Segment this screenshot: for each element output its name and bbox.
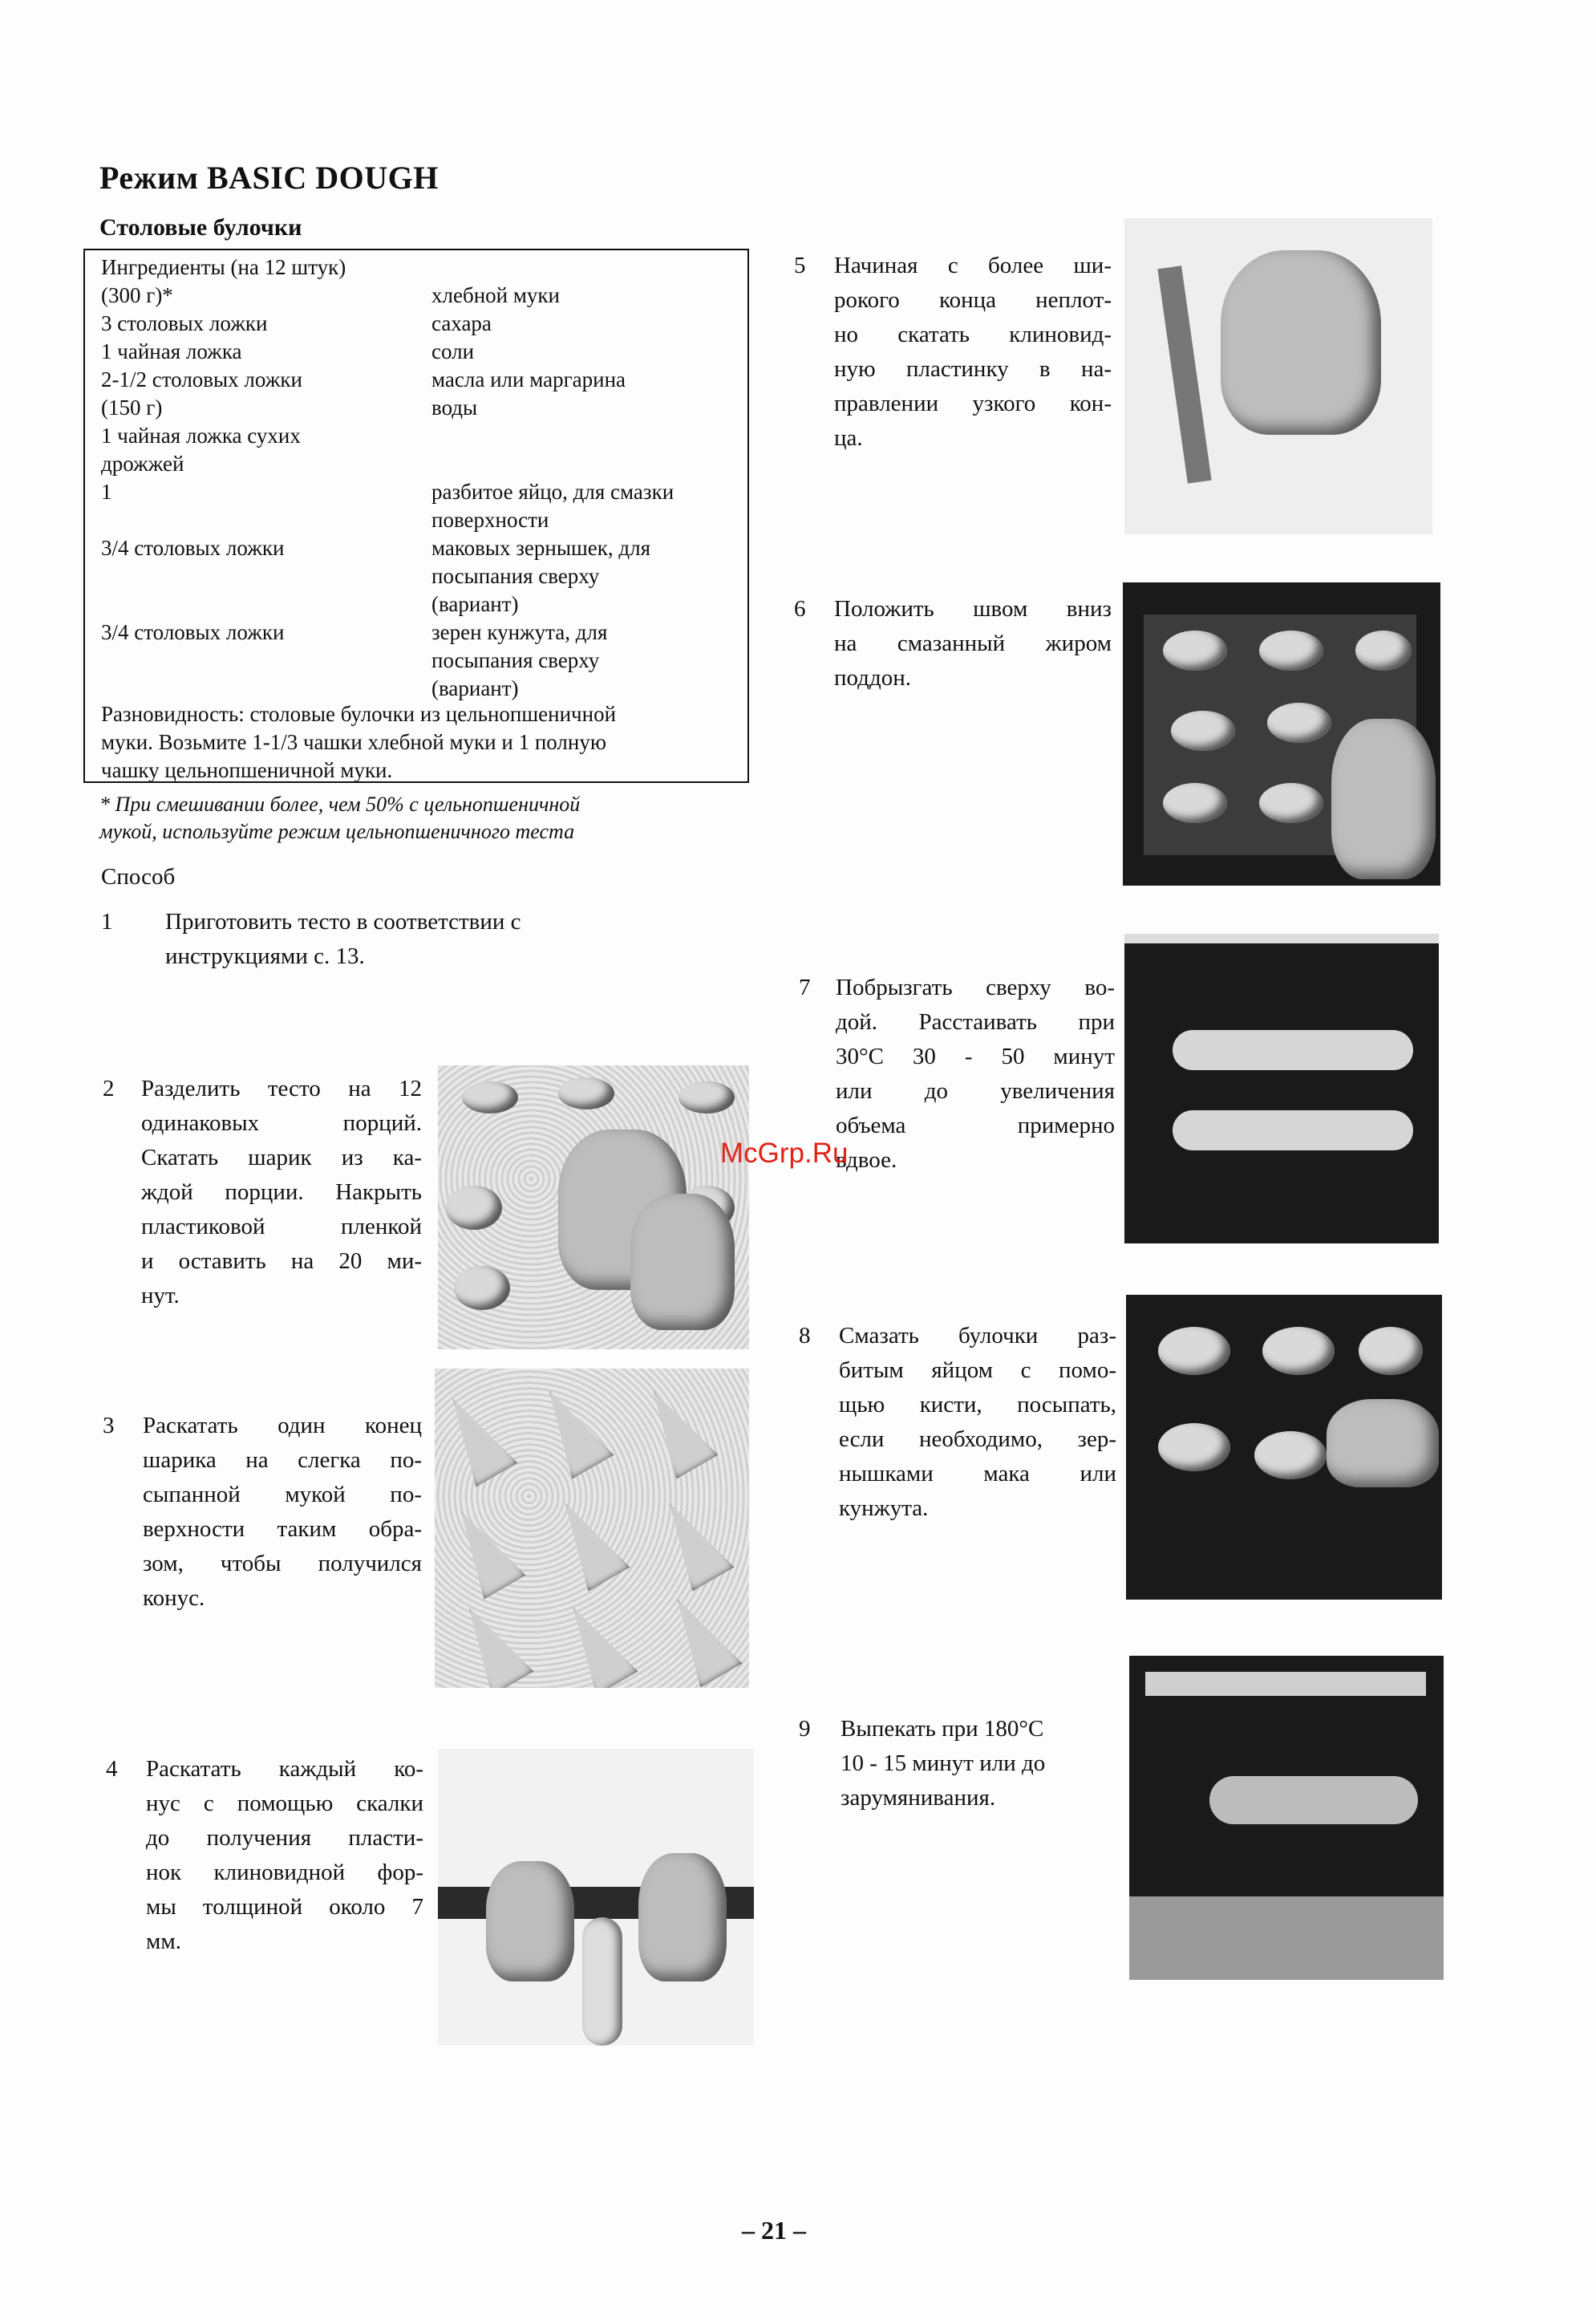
step-2-line: нут. (141, 1283, 180, 1308)
photo-rolling-pin (438, 1749, 754, 2046)
step-1-line: инструкциями с. 13. (165, 943, 365, 969)
ingredients-box (83, 249, 749, 783)
ingredient-quantity: 3/4 столовых ложки (101, 536, 285, 560)
photo-oven-rising (1124, 934, 1439, 1243)
ingredient-name: зерен кунжута, для (431, 620, 608, 644)
step-3-line: сыпанной мукой по- (143, 1482, 422, 1507)
watermark: McGrp.Ru (720, 1138, 849, 1169)
step-4-text (146, 1752, 423, 1959)
method-label: Способ (101, 864, 176, 890)
step-2-line: и оставить на 20 ми- (141, 1248, 422, 1274)
step-3-line: шарика на слегка по- (143, 1447, 422, 1473)
step-5-line: рокого конца неплот- (834, 287, 1112, 313)
step-8-line: Смазать булочки раз- (839, 1323, 1116, 1349)
ingredient-quantity: 3/4 столовых ложки (101, 620, 285, 644)
step-7-line: Побрызгать сверху во- (836, 975, 1115, 1000)
step-2-line: Разделить тесто на 12 (141, 1076, 422, 1101)
ingredient-quantity: (300 г)* (101, 283, 173, 307)
step-8-line: щью кисти, посыпать, (839, 1392, 1116, 1418)
recipe-subtitle: Столовые булочки (99, 214, 302, 241)
step-2-number: 2 (103, 1076, 115, 1101)
step-3-line: верхности таким обра- (143, 1516, 422, 1542)
step-4-line: нок клиновидной фор- (146, 1860, 423, 1885)
step-2-line: одинаковых порций. (141, 1110, 422, 1136)
step-8-text (839, 1319, 1116, 1526)
photo-rolling-dough (1124, 218, 1432, 534)
step-5-number: 5 (794, 253, 806, 278)
ingredient-name: масла или маргарина (431, 367, 626, 391)
step-1-line: Приготовить тесто в соответствии с (165, 909, 521, 935)
ingredient-name: (вариант) (431, 592, 519, 616)
step-2-line: Скатать шарик из ка- (141, 1145, 422, 1170)
step-1-text (165, 905, 614, 974)
ingredient-quantity: 1 чайная ложка (101, 339, 242, 363)
variation-line-1: Разновидность: столовые булочки из цельнопшеничной (101, 702, 617, 726)
photo-baking-oven (1129, 1656, 1444, 1980)
step-7-text (836, 971, 1115, 1178)
ingredients-header: Ингредиенты (на 12 штук) (101, 255, 346, 279)
step-3-number: 3 (103, 1413, 115, 1438)
step-7-line: 30°C 30 - 50 минут (836, 1044, 1115, 1069)
step-8-line: нышками мака или (839, 1461, 1116, 1487)
step-7-line: или до увеличения (836, 1078, 1115, 1104)
page-title: Режим BASIC DOUGH (99, 160, 439, 196)
ingredient-quantity: (150 г) (101, 395, 163, 420)
ingredient-quantity: 3 столовых ложки (101, 311, 268, 335)
footnote (99, 791, 709, 846)
step-3-text (143, 1409, 422, 1616)
step-9-line: зарумянивания. (841, 1785, 996, 1811)
step-4-line: мм. (146, 1929, 181, 1954)
step-5-line: Начиная с более ши- (834, 253, 1112, 278)
baked-rolls (1209, 1776, 1418, 1824)
variation-line-2: муки. Возьмите 1-1/3 чашки хлебной муки и 1 полную (101, 730, 607, 754)
step-8-line: битым яйцом с помо- (839, 1357, 1116, 1383)
ingredient-quantity: 1 чайная ложка сухих (101, 424, 301, 448)
ingredient-quantity: дрожжей (101, 452, 184, 476)
step-5-line: правлении узкого кон- (834, 391, 1112, 416)
ingredient-quantity: 1 (101, 480, 112, 504)
step-6-text (834, 592, 1112, 696)
step-3-line: конус. (143, 1585, 205, 1611)
step-4-line: Раскатать каждый ко- (146, 1756, 423, 1782)
step-7-line: вдвое. (836, 1147, 897, 1173)
ingredient-name: поверхности (431, 508, 549, 532)
ingredient-name: воды (431, 395, 478, 420)
step-8-line: кунжута. (839, 1495, 929, 1521)
photo-dough-balls (438, 1065, 749, 1349)
step-5-line: ца. (834, 425, 863, 451)
step-4-line: мы толщиной около 7 (146, 1894, 423, 1920)
step-6-line: на смазанный жиром (834, 631, 1112, 656)
step-8-number: 8 (799, 1323, 811, 1349)
footnote-line-1: * При смешивании более, чем 50% с цельнопшеничной (99, 793, 581, 816)
step-6-number: 6 (794, 596, 806, 622)
step-5-line: ную пластинку в на- (834, 356, 1112, 382)
variation-line-3: чашку цельнопшеничной муки. (101, 758, 393, 782)
step-9-line: Выпекать при 180°C (841, 1716, 1044, 1742)
step-7-number: 7 (799, 975, 811, 1000)
step-5-text (834, 249, 1112, 456)
step-8-line: если необходимо, зер- (839, 1426, 1116, 1452)
step-4-line: нус с помощью скалки (146, 1791, 423, 1816)
ingredient-name: хлебной муки (431, 283, 560, 307)
step-1-number: 1 (101, 909, 113, 935)
step-2-line: ждой порции. Накрыть (141, 1179, 422, 1205)
step-3-line: зом, чтобы получился (143, 1551, 422, 1576)
step-9-number: 9 (799, 1716, 811, 1742)
ingredient-name: посыпания сверху (431, 564, 600, 588)
step-9-line: 10 - 15 минут или до (841, 1750, 1046, 1776)
ingredient-name: сахара (431, 311, 492, 335)
footnote-line-2: мукой, используйте режим цельнопшеничного теста (99, 820, 575, 843)
dough-strip (1157, 266, 1211, 484)
step-2-line: пластиковой пленкой (141, 1214, 422, 1239)
step-2-text (141, 1072, 422, 1313)
ingredient-name: (вариант) (431, 676, 519, 700)
step-6-line: Положить швом вниз (834, 596, 1112, 622)
step-4-line: до получения пласти- (146, 1825, 423, 1851)
rolls-row (1173, 1110, 1413, 1150)
ingredient-name: соли (431, 339, 475, 363)
photo-baking-tray (1123, 582, 1440, 886)
ingredient-name: разбитое яйцо, для смазки (431, 480, 674, 504)
photo-brushing-egg (1126, 1295, 1442, 1600)
step-3-line: Раскатать один конец (143, 1413, 422, 1438)
step-5-line: но скатать клиновид- (834, 322, 1112, 347)
photo-dough-cones (435, 1369, 749, 1688)
step-6-line: поддон. (834, 665, 911, 691)
rolls-row (1173, 1030, 1413, 1070)
page-number: – 21 – (742, 2216, 806, 2245)
step-7-line: дой. Расстаивать при (836, 1009, 1115, 1035)
step-7-line: объема примерно (836, 1113, 1115, 1138)
oven-door (1129, 1896, 1444, 1980)
ingredient-quantity: 2-1/2 столовых ложки (101, 367, 302, 391)
step-9-text (841, 1712, 1118, 1815)
ingredient-name: посыпания сверху (431, 648, 600, 672)
ingredient-name: маковых зернышек, для (431, 536, 651, 560)
step-4-number: 4 (106, 1756, 118, 1782)
